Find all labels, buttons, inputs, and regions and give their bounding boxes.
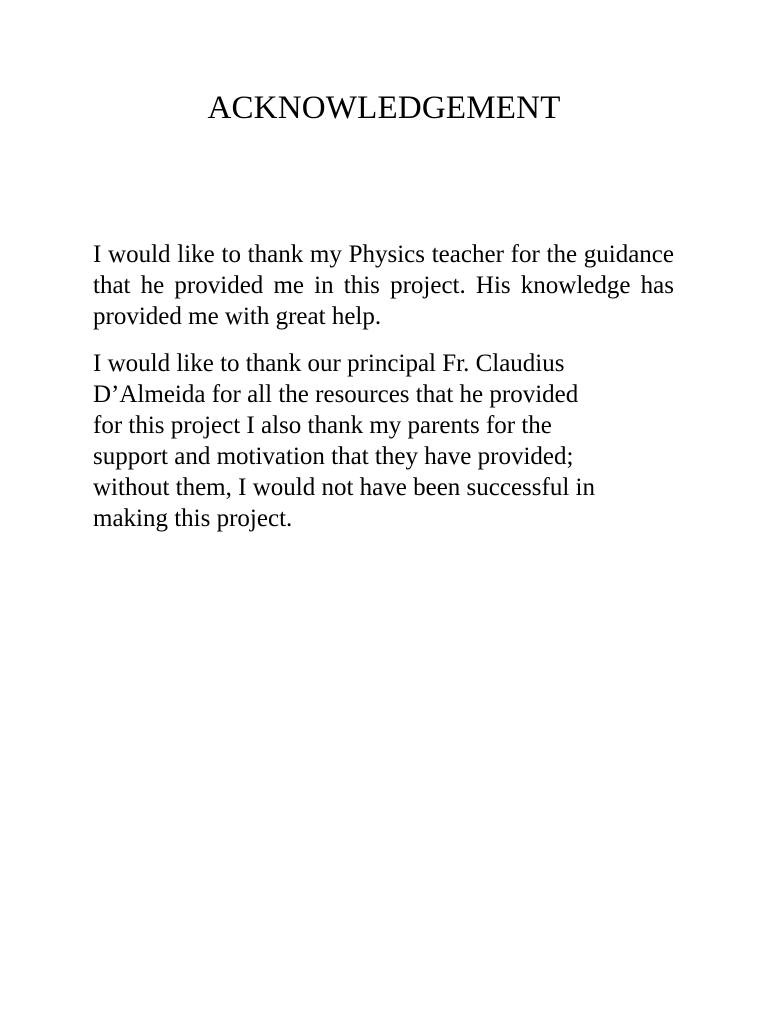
acknowledgement-paragraph-principal-parents: I would like to thank our principal Fr. Claudius D’Almeida for all the resources that he provided for this project I also thank my parents for the support and motivation that they have provided; without them, I would not have been successful in making this project. <box>93 350 595 532</box>
acknowledgement-paragraph-teacher: I would like to thank my Physics teacher for the guidance that he provided me in this project. His knowledge has provided me with great help. <box>93 241 674 330</box>
page-title: ACKNOWLEDGEMENT <box>207 90 561 126</box>
